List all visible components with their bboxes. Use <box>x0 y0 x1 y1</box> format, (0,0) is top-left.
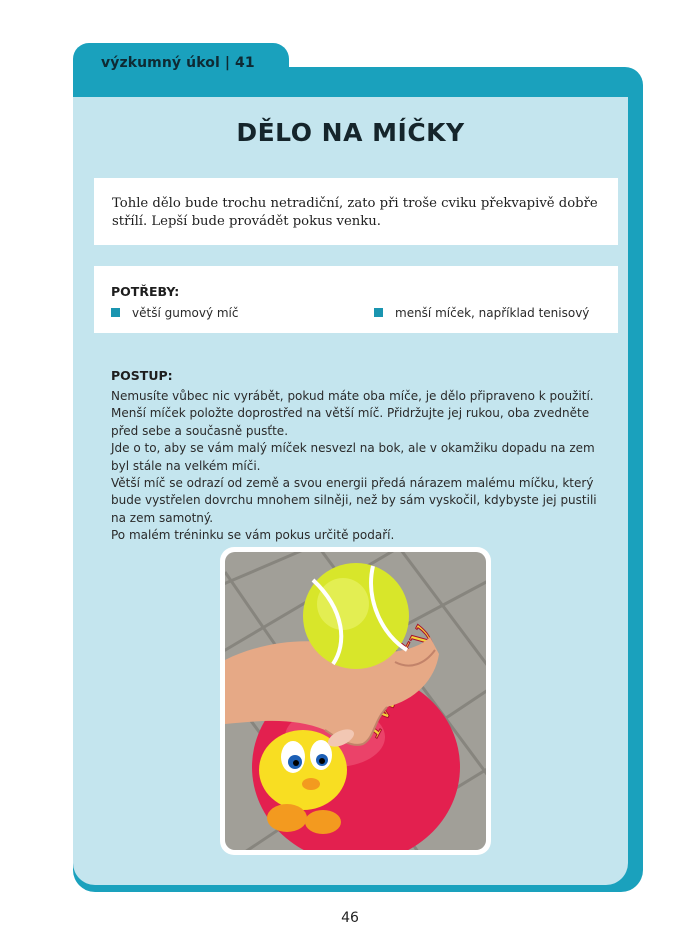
tab-label: výzkumný úkol | 41 <box>101 55 255 71</box>
page-number: 46 <box>341 910 359 926</box>
ball-photo-illustration <box>225 552 486 850</box>
ball-photo <box>225 552 486 850</box>
page-title: DĚLO NA MÍČKY <box>236 118 465 147</box>
procedure-paragraph: Po malém tréninku se vám pokus určitě podaří. <box>111 528 395 543</box>
procedure-paragraph: Větší míč se odrazí od země a svou energii předá nárazem malému míčku, který bude vystřelen dovrchu mnohem silněji, než by sám vyskočil, kdybyste jej pustili na zem samotný. <box>111 476 597 525</box>
needs-box <box>94 266 618 333</box>
procedure-paragraph: Jde o to, aby se vám malý míček nesvezl na bok, ale v okamžiku dopadu na zem byl stále na velkém míči. <box>111 441 595 473</box>
needs-item-label: menší míček, například tenisový <box>395 306 590 320</box>
procedure-paragraph: Nemusíte vůbec nic vyrábět, pokud máte oba míče, je dělo připraveno k použití. Menší míček položte doprostřed na větší míč. Přidržujte jej rukou, oba zvedněte před sebe a současně pusťte. <box>111 389 594 438</box>
needs-item <box>111 306 238 320</box>
procedure-heading: POSTUP: <box>111 368 173 383</box>
bullet-square-icon <box>374 308 383 317</box>
needs-heading: POTŘEBY: <box>111 284 180 299</box>
bullet-square-icon <box>111 308 120 317</box>
procedure-text <box>111 388 609 545</box>
intro-text: Tohle dělo bude trochu netradiční, zato při troše cviku překvapivě dobře střílí. Lepší bude provádět pokus venku. <box>112 196 598 229</box>
needs-item <box>374 306 589 320</box>
needs-item-label: větší gumový míč <box>132 306 239 320</box>
